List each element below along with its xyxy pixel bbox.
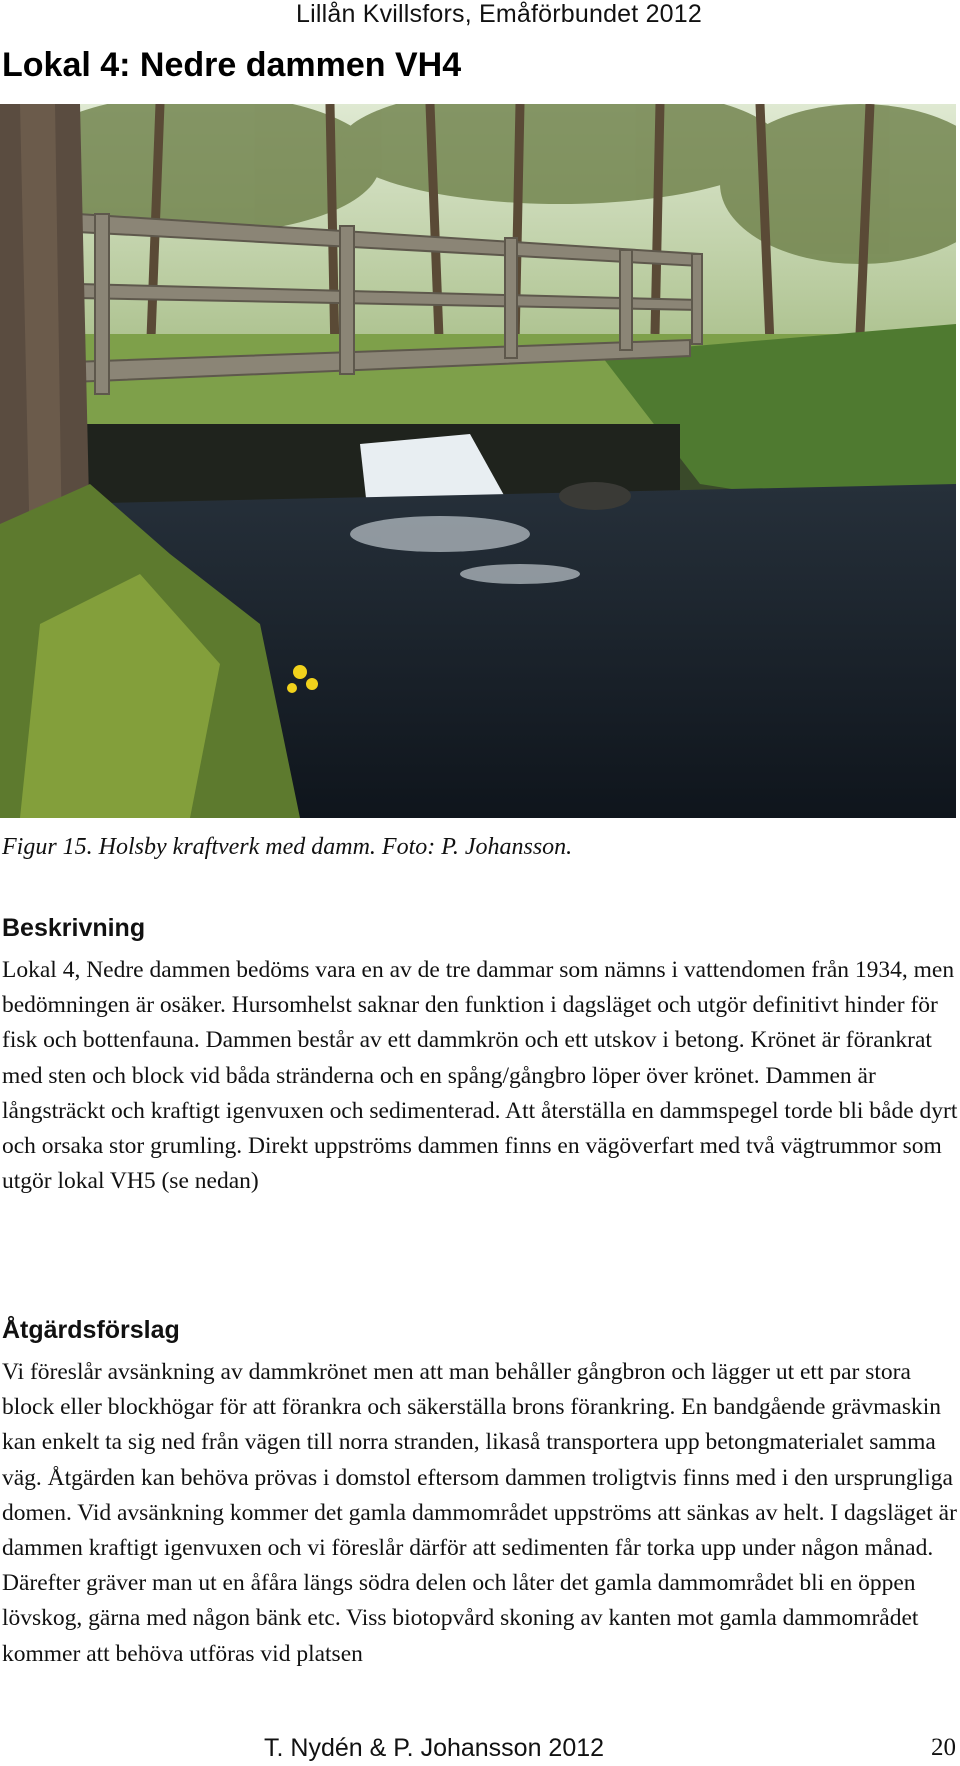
- figure-caption: Figur 15. Holsby kraftverk med damm. Foto: P. Johansson.: [2, 834, 573, 860]
- section-heading-measures: Åtgärdsförslag: [2, 1316, 180, 1344]
- running-header: Lillån Kvillsfors, Emåförbundet 2012: [295, 0, 702, 28]
- description-paragraph: Lokal 4, Nedre dammen bedöms vara en av de tre dammar som nämns i vattendomen från 1934, men bedömningen är osäker. Hursomhelst saknar den funktion i dagsläget och utgör definitivt hinder för fisk och bottenfauna. Dammen består av ett dammkrön och ett utskov i betong. Krönet är förankrat med sten och block vid båda stränderna och en spång/gångbro löper över krönet. Dammen är långsträckt och kraftigt igenvuxen och sedimenterad. Att återställa en dammspegel torde bli både dyrt och orsaka stor grumling. Direkt uppströms dammen finns en vägöverfart med två vägtrummor som utgör lokal VH5 (se nedan): [2, 957, 958, 1195]
- measures-paragraph: Vi föreslår avsänkning av dammkrönet men att man behåller gångbron och lägger ut ett par stora block eller blockhögar för att förankra och säkerställa brons förankring. En bandgående grävmaskin kan enkelt ta sig ned från vägen till norra stranden, likaså transportera upp betongmaterialet samma väg. Åtgärden kan behöva prövas i domstol eftersom dammen troligtvis finns med i den ursprungliga domen. Vid avsänkning kommer det gamla dammområdet uppströms att sänkas av helt. I dagsläget är dammen kraftigt igenvuxen och vi föreslår därför att sedimenten får torka upp under någon månad. Därefter gräver man ut en åfåra längs södra delen och låter det gamla dammområdet bli en öppen lövskog, gärna med någon bänk etc. Viss biotopvård skoning av kanten mot gamla dammområdet kommer att behöva utföras vid platsen: [2, 1359, 957, 1667]
- dam-photo: [0, 104, 956, 818]
- footer-authors: T. Nydén & P. Johansson 2012: [264, 1734, 605, 1762]
- section-heading-description: Beskrivning: [2, 914, 146, 942]
- page-number: 20: [931, 1734, 956, 1761]
- page-title: Lokal 4: Nedre dammen VH4: [2, 46, 462, 84]
